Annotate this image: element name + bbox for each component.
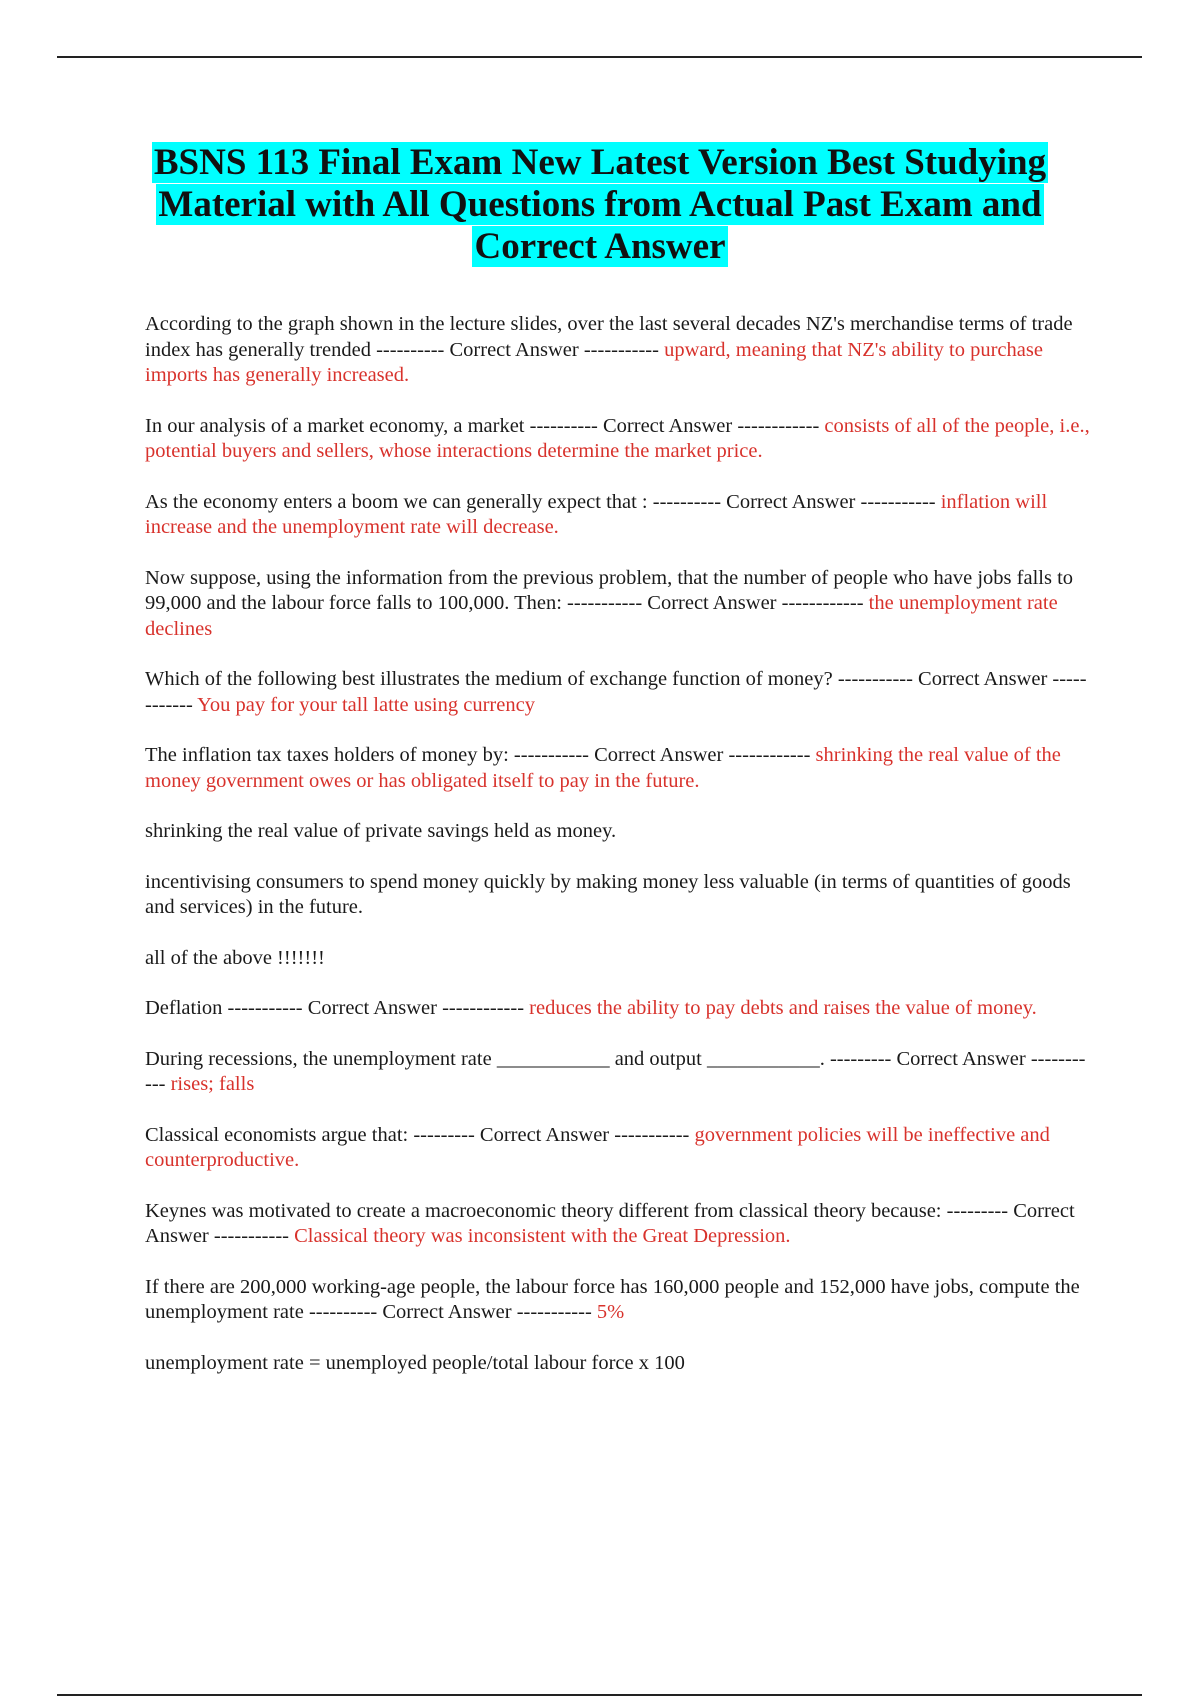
question-text: During recessions, the unemployment rate ___________ and output ___________. --------- Correct Answer ----------- xyxy=(145,1047,1086,1095)
document-body xyxy=(145,312,1090,1401)
qa-item xyxy=(145,946,1090,972)
question-text: In our analysis of a market economy, a market ---------- Correct Answer ------------ xyxy=(145,414,825,437)
qa-item xyxy=(145,870,1090,921)
question-text: incentivising consumers to spend money quickly by making money less valuable (in terms of quantities of goods and services) in the future. xyxy=(145,870,1071,918)
question-text: Classical economists argue that: --------- Correct Answer ----------- xyxy=(145,1123,695,1146)
answer-text: You pay for your tall latte using currency xyxy=(197,693,535,716)
qa-item xyxy=(145,312,1090,389)
qa-item xyxy=(145,1199,1090,1250)
question-text: Keynes was motivated to create a macroeconomic theory different from classical theory because: --------- Correct Answer ----------- xyxy=(145,1199,1075,1247)
answer-text: the unemployment rate declines xyxy=(145,592,1058,640)
answer-text: inflation will increase and the unemployment rate will decrease. xyxy=(145,490,1048,538)
document-title-text: BSNS 113 Final Exam New Latest Version Best Studying Material with All Questions from Actual Past Exam and Correct Answer xyxy=(153,142,1047,267)
question-text: all of the above !!!!!!! xyxy=(145,946,325,969)
answer-text: government policies will be ineffective and counterproductive. xyxy=(145,1123,1050,1171)
bottom-rule xyxy=(57,1694,1142,1696)
top-rule xyxy=(57,56,1142,58)
qa-item xyxy=(145,1275,1090,1326)
qa-item xyxy=(145,1047,1090,1098)
answer-text: shrinking the real value of the money government owes or has obligated itself to pay in the future. xyxy=(145,744,1061,792)
question-text: If there are 200,000 working-age people, the labour force has 160,000 people and 152,000 have jobs, compute the unemployment rate ---------- Correct Answer ----------- xyxy=(145,1275,1080,1323)
document-title xyxy=(120,142,1080,268)
qa-item xyxy=(145,1123,1090,1174)
question-text: Now suppose, using the information from the previous problem, that the number of people who have jobs falls to 99,000 and the labour force falls to 100,000. Then: ----------- Correct Answer ------------ xyxy=(145,566,1074,614)
answer-text: Classical theory was inconsistent with the Great Depression. xyxy=(294,1225,791,1247)
qa-item xyxy=(145,743,1090,794)
answer-text: 5% xyxy=(596,1301,625,1323)
question-text: unemployment rate = unemployed people/total labour force x 100 xyxy=(145,1351,685,1374)
qa-item xyxy=(145,490,1090,541)
question-text: Which of the following best illustrates the medium of exchange function of money? ----------- Correct Answer ------------ xyxy=(145,668,1087,716)
answer-text: upward, meaning that NZ's ability to purchase imports has generally increased. xyxy=(145,338,1043,386)
qa-item xyxy=(145,996,1090,1022)
question-text: According to the graph shown in the lecture slides, over the last several decades NZ's merchandise terms of trade index has generally trended ---------- Correct Answer ----------- xyxy=(145,313,1073,361)
answer-text: rises; falls xyxy=(170,1073,255,1095)
qa-item xyxy=(145,1351,1090,1377)
question-text: As the economy enters a boom we can generally expect that : ---------- Correct Answer ----------- xyxy=(145,490,941,513)
question-text: The inflation tax taxes holders of money by: ----------- Correct Answer ------------ xyxy=(145,744,816,766)
qa-item xyxy=(145,414,1090,465)
question-text: Deflation ----------- Correct Answer ------------ xyxy=(145,997,530,1019)
qa-item xyxy=(145,819,1090,845)
qa-item xyxy=(145,667,1090,718)
answer-text: reduces the ability to pay debts and raises the value of money. xyxy=(529,997,1037,1019)
answer-text: consists of all of the people, i.e., potential buyers and sellers, whose interactions determine the market price. xyxy=(145,414,1090,462)
question-text: shrinking the real value of private savings held as money. xyxy=(145,820,617,842)
qa-item xyxy=(145,566,1090,643)
